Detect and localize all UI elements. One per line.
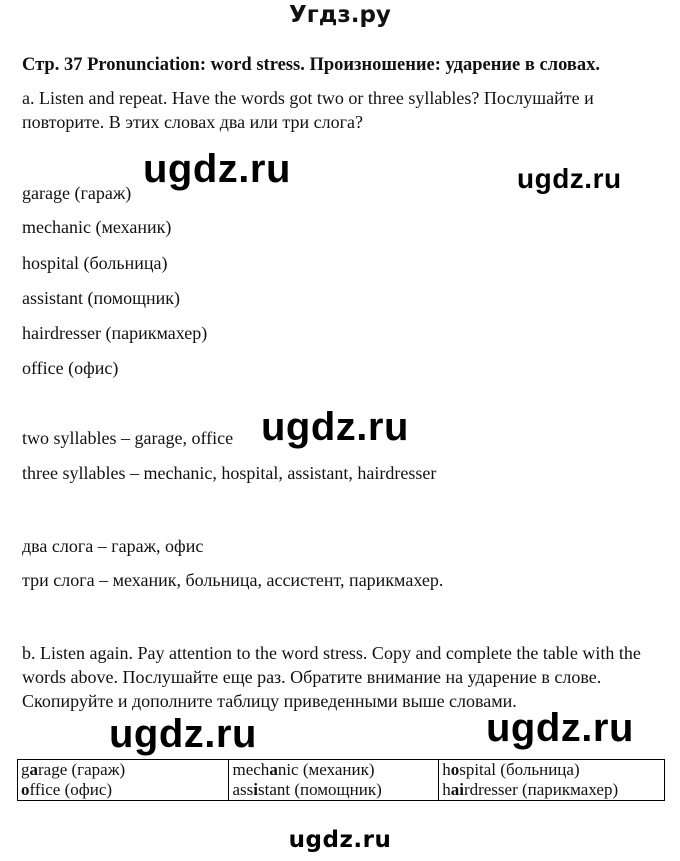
exercise-heading: Стр. 37 Pronunciation: word stress. Произношение: ударение в словах.: [22, 55, 600, 75]
footer-watermark: ugdz.ru: [288, 827, 392, 853]
word-item: assistant (помощник): [22, 288, 181, 308]
word-item: hospital (больница): [22, 253, 168, 273]
cell-word: hospital (больница): [442, 760, 580, 779]
word-item: office (офис): [22, 358, 119, 378]
word-item: garage (гараж): [22, 183, 132, 203]
word-item: hairdresser (парикмахер): [22, 323, 208, 343]
answer-line-ru: два слога – гараж, офис: [22, 536, 204, 556]
task-b-text: b. Listen again. Pay attention to the word stress. Copy and complete the table with the words above. Послушайте еще раз. Обратите внимание на ударение в слове. Скопируйте и дополните таблицу приведенными выше словами.: [22, 643, 641, 711]
answer-line-ru: три слога – механик, больница, ассистент, парикмахер.: [22, 570, 444, 590]
task-a-text: a. Listen and repeat. Have the words got two or three syllables? Послушайте и повторите. В этих словах два или три слога?: [22, 88, 594, 132]
table-cell: [229, 760, 439, 801]
watermark: ugdz.ru: [486, 706, 634, 750]
cell-word: hairdresser (парикмахер): [442, 780, 619, 799]
cell-word: office (офис): [21, 780, 113, 799]
word-stress-table: [17, 759, 665, 801]
watermark: ugdz.ru: [109, 712, 257, 756]
table-row: [18, 760, 665, 801]
table-cell: [18, 760, 229, 801]
watermark: ugdz.ru: [261, 405, 409, 449]
watermark: ugdz.ru: [517, 163, 622, 194]
word-item: mechanic (механик): [22, 217, 172, 237]
site-title: Угдз.ру: [289, 2, 391, 28]
cell-word: mechanic (механик): [232, 760, 375, 779]
answer-line: three syllables – mechanic, hospital, assistant, hairdresser: [22, 463, 437, 483]
watermark: ugdz.ru: [143, 147, 291, 191]
cell-word: assistant (помощник): [232, 780, 382, 799]
cell-word: garage (гараж): [21, 760, 126, 779]
answer-line: two syllables – garage, office: [22, 428, 234, 448]
table-cell: [439, 760, 665, 801]
